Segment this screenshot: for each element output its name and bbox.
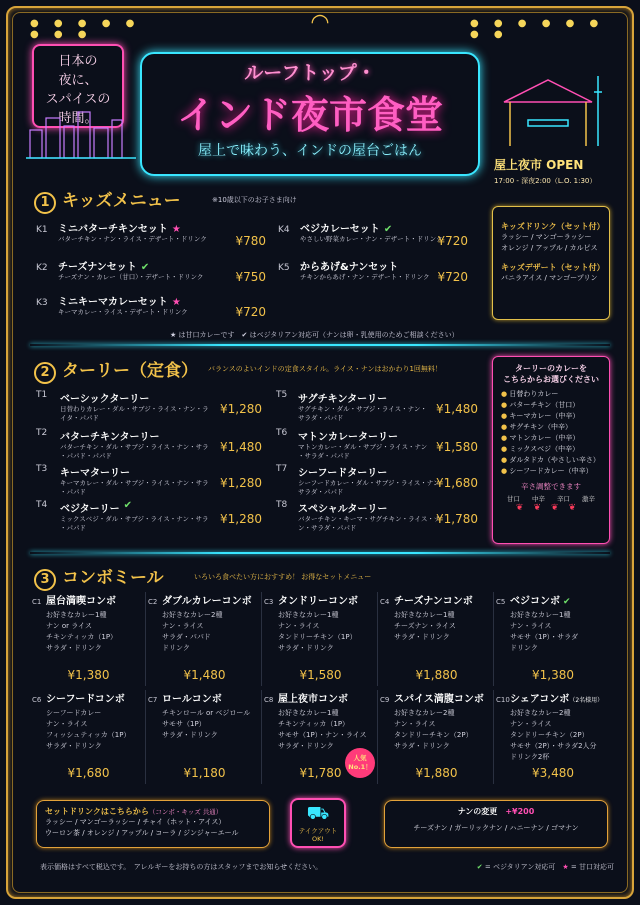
combo-line: チキンロール or ベジロール [162, 709, 251, 717]
combo-line: シーフードカレー [46, 709, 102, 717]
combo-name: タンドリーコンボ [278, 596, 358, 607]
combo-card [264, 592, 378, 686]
combo-line: お好きなカレー1種 [510, 611, 571, 619]
combo-name: 屋上夜市コンボ [278, 694, 348, 705]
curry-option-label: ダルタドカ（やさしい辛さ） [509, 456, 600, 464]
mild-star-icon: ★ [171, 224, 181, 235]
item-desc-2: ・サラダ・パパド [298, 452, 350, 460]
combo-line: ナン or ライス [46, 622, 92, 630]
combo-code: C2 [148, 598, 158, 606]
thali-note: バランスのよいインドの定食スタイル。ライス・ナンはおかわり1回無料！ [208, 365, 442, 373]
combo-price: ¥1,680 [67, 766, 110, 780]
kids-section-title [34, 186, 214, 214]
combo-name: ロールコンボ [162, 694, 222, 705]
combo-name: シーフードコンボ [46, 694, 125, 705]
item-desc: ミックスベジ・ダル・サブジ・ライス・ナン・サラ [60, 515, 209, 523]
vegetarian-leaf-icon: ✔ [140, 262, 150, 273]
item-price: ¥1,480 [220, 440, 262, 454]
thali-item [36, 390, 262, 423]
item-price: ¥780 [235, 234, 266, 248]
combo-contents [162, 708, 261, 741]
combo-header [380, 690, 493, 705]
kids-item [278, 220, 468, 248]
item-name: サグチキンターリー [298, 394, 388, 405]
combo-card [496, 592, 610, 686]
curry-option: ● 日替わりカレー [501, 390, 559, 398]
combo-code: C9 [380, 696, 390, 704]
combo-name: シェアコンボ [510, 694, 570, 705]
combo-card [32, 592, 146, 686]
spice-level: 辛口 [557, 495, 570, 503]
combo-contents [278, 610, 377, 654]
combo-header [148, 690, 261, 705]
item-code: T8 [276, 500, 288, 510]
item-code: T2 [36, 428, 48, 438]
kids-side-box [492, 206, 610, 320]
item-name: スペシャルターリー [298, 504, 388, 515]
combo-name: ベジコンボ [510, 596, 560, 607]
combo-code: C1 [32, 598, 42, 606]
curry-option: ● バターチキン（甘口） [501, 401, 580, 409]
restaurant-title: インド夜市食堂 [176, 93, 443, 137]
curry-choice-box [492, 356, 610, 544]
item-desc: キーマカレー・ライス・デザート・ドリンク [58, 308, 188, 316]
item-price: ¥720 [437, 234, 468, 248]
combo-contents [394, 610, 493, 643]
item-desc-2: サラダ・パパド [298, 414, 344, 422]
combo-header [496, 690, 610, 705]
combo-contents [394, 708, 493, 752]
combo-line: お好きなカレー1種 [394, 611, 455, 619]
kids-note: ※10歳以下のお子さま向け [212, 196, 297, 204]
item-desc-2: ・パパド・パパド [60, 452, 112, 460]
night-market-stall-icon [498, 72, 608, 150]
curry-option-label: バターチキン（甘口） [509, 401, 580, 409]
combo-line: チキンティッカ（1P） [46, 633, 118, 641]
item-code: K4 [278, 225, 290, 235]
legend-mild-text: = 甘口対応可 [570, 863, 614, 871]
naan-change-title: ナンの変更 [457, 807, 498, 816]
set-drink-title-text: セットドリンクはこちらから [45, 807, 149, 816]
combo-contents [162, 610, 261, 654]
combo-price: ¥1,580 [299, 668, 342, 682]
set-drink-line: ラッシー / マンゴーラッシー / チャイ（ホット・アイス） [45, 818, 226, 826]
curry-option-list [501, 389, 601, 477]
combo-line: ナン・ライス [394, 720, 436, 728]
combo-code: C10 [496, 696, 510, 704]
kids-item [36, 258, 266, 282]
item-desc: マトンカレー・ダル・サブジ・ライス・ナン [298, 443, 428, 451]
combo-card [496, 690, 610, 784]
combo-code: C4 [380, 598, 390, 606]
item-code: K1 [36, 225, 48, 235]
item-desc: 日替わりカレー・ダル・サブジ・ライス・ナン・ラ [60, 405, 209, 413]
combo-card [380, 690, 494, 784]
mild-star-icon: ★ [562, 863, 569, 871]
intro-line: 夜に、 [58, 73, 98, 88]
section-number: 1 [34, 192, 56, 214]
curry-choice-title-2: こちらからお選びください [503, 375, 599, 384]
combo-line: タンドリーチキン（1P） [278, 633, 357, 641]
food-truck-icon: ⛟ [306, 803, 330, 824]
curry-option-label: ミックスベジ（中辛） [509, 445, 580, 453]
combo-line: お好きなカレー2種 [394, 709, 455, 717]
combo-line: お好きなカレー2種 [510, 709, 571, 717]
combo-header [32, 592, 145, 607]
spice-title: 辛さ調整できます [521, 482, 581, 491]
thali-item [276, 464, 478, 497]
item-desc: チーズナン・カレー（甘口）・デザート・ドリンク [58, 273, 204, 281]
combo-card [264, 690, 378, 784]
curry-option: ● シーフードカレー（中辛） [501, 467, 593, 475]
item-price: ¥1,280 [220, 402, 262, 416]
spice-level: 甘口 [507, 495, 520, 503]
item-code: T4 [36, 500, 48, 510]
mild-star-icon: ★ [171, 297, 181, 308]
chili-pepper-icons: ❦❦❦❦ [515, 503, 587, 513]
vegetarian-leaf-icon: ✔ [123, 500, 132, 511]
combo-line: サラダ・ドリンク [394, 742, 450, 750]
popular-badge: 人気 No.1！ [345, 748, 375, 778]
combo-name: スパイス満腹コンボ [394, 694, 484, 705]
section-number: 2 [34, 362, 56, 384]
kids-dessert-title: キッズデザート（セット付） [501, 263, 605, 272]
combo-header [380, 592, 493, 607]
combo-price: ¥1,480 [183, 668, 226, 682]
combo-price: ¥1,380 [67, 668, 110, 682]
item-name: からあげ&ナンセット [300, 262, 399, 273]
combo-line: お好きなカレー2種 [162, 611, 223, 619]
combo-price: ¥1,780 [299, 766, 342, 780]
combo-code: C6 [32, 696, 42, 704]
thali-item [276, 428, 478, 461]
set-drink-box [36, 800, 270, 848]
kids-item [36, 293, 266, 317]
kids-item [278, 258, 468, 282]
thali-item [36, 464, 262, 497]
combo-line: サラダ・ドリンク [278, 644, 334, 652]
curry-option-label: キーマカレー（中辛） [509, 412, 580, 420]
combo-line: サモサ（1P） [162, 720, 206, 728]
vegetarian-leaf-icon: ✔ [383, 224, 393, 235]
combo-line: お好きなカレー1種 [278, 709, 339, 717]
combo-header [496, 592, 610, 607]
combo-line: ナン・ライス [278, 622, 320, 630]
art-deco-fan-icon: ◠ [310, 10, 330, 35]
thali-item [276, 390, 478, 423]
spice-level: 中辛 [532, 495, 545, 503]
combo-contents [510, 610, 610, 654]
combo-price: ¥1,380 [532, 668, 574, 682]
combo-price: ¥1,880 [415, 668, 458, 682]
combo-price: ¥1,880 [415, 766, 458, 780]
curry-option-label: シーフードカレー（中辛） [509, 467, 593, 475]
thali-item [36, 428, 262, 461]
item-code: K2 [36, 263, 48, 273]
item-name: チーズナンセット [58, 262, 137, 273]
set-drink-subtitle: （コンボ・キッズ 共通） [148, 808, 223, 816]
set-drink-title [45, 806, 261, 817]
item-price: ¥720 [437, 270, 468, 284]
combo-line: チーズナン・ライス [394, 622, 456, 630]
item-desc: バターチキン・ナン・ライス・デザート・ドリンク [58, 235, 207, 243]
item-desc-2: サラダ・パパド [298, 488, 344, 496]
combo-contents [278, 708, 377, 752]
item-desc: バターチキン・ダル・サブジ・ライス・ナン・サラ [60, 443, 209, 451]
section-divider [30, 552, 610, 554]
combo-header [148, 592, 261, 607]
legend-veg-text: = ベジタリアン対応可 [484, 863, 556, 871]
kids-drink-list: ラッシー / マンゴーラッシー [501, 233, 592, 241]
combo-line: お好きなカレー1種 [46, 611, 107, 619]
takeout-truck-badge [290, 798, 346, 848]
thali-section-title [34, 356, 214, 384]
combo-line: サラダ・ドリンク [394, 633, 450, 641]
item-desc: キーマカレー・ダル・サブジ・ライス・ナン・サラ [60, 479, 209, 487]
combo-line: ドリンク2杯 [510, 753, 550, 761]
item-desc-2: ・パパド [60, 524, 86, 532]
combo-line: サモサ（1P）・サラダ [510, 633, 579, 641]
item-name: マトンカレーターリー [298, 432, 398, 443]
curry-choice-title: ターリーのカレーを [515, 364, 587, 373]
combo-line: お好きなカレー1種 [278, 611, 339, 619]
combo-card [148, 690, 262, 784]
intro-line: 日本の [58, 54, 98, 69]
item-code: T7 [276, 464, 288, 474]
kids-drink-list-2: オレンジ / アップル / カルピス [501, 244, 598, 252]
item-price: ¥750 [235, 270, 266, 284]
kids-drink-title: キッズドリンク（セット付） [501, 222, 605, 231]
combo-line: ナン・ライス [510, 720, 552, 728]
combo-header [264, 592, 377, 607]
opening-hours: 17:00 - 深夜2:00（L.O. 1:30） [494, 177, 597, 185]
combo-contents [46, 708, 145, 752]
item-name: キーマターリー [60, 468, 130, 479]
curry-option: ● マトンカレー（中辛） [501, 434, 580, 442]
combo-line: チキンティッカ（1P） [278, 720, 350, 728]
vegetarian-leaf-icon: ✔ [563, 597, 571, 607]
combo-line: サラダ・ドリンク [278, 742, 334, 750]
curry-option: ● ダルタドカ（やさしい辛さ） [501, 456, 600, 464]
item-desc: シーフードカレー・ダル・サブジ・ライス・ナン [298, 479, 440, 487]
combo-section-title [34, 563, 194, 591]
combo-note: いろいろ食べたい方におすすめ！ お得なセットメニュー [194, 573, 372, 581]
item-desc: やさしい野菜カレー・ナン・デザート・ドリンク [300, 235, 443, 243]
intro-line: スパイスの [45, 92, 111, 107]
footer-legend [418, 862, 614, 872]
curry-option-label: 日替わりカレー [509, 390, 559, 398]
combo-line: ナン・ライス [510, 622, 552, 630]
item-code: T1 [36, 390, 48, 400]
item-desc-2: ・パパド [60, 488, 86, 496]
vegetarian-leaf-icon: ✔ [476, 863, 483, 871]
naan-change-price: +¥200 [505, 807, 535, 816]
section-number: 3 [34, 569, 56, 591]
combo-name: 屋台満喫コンボ [46, 596, 116, 607]
combo-card [32, 690, 146, 784]
item-desc: バターチキン・キーマ・サグチキン・ライス・ナ [298, 515, 441, 523]
combo-code: C5 [496, 598, 506, 606]
item-price: ¥720 [235, 305, 266, 319]
item-name: ミニキーマカレーセット [58, 297, 168, 308]
combo-line: ナン・ライス [162, 622, 204, 630]
combo-code: C3 [264, 598, 274, 606]
section-divider [30, 344, 610, 346]
kids-dessert-list: バニラアイス / マンゴープリン [501, 274, 598, 282]
combo-title-text: コンボミール [62, 568, 164, 588]
item-desc-2: ン・サラダ・パパド [298, 524, 357, 532]
combo-line: サラダ・ドリンク [46, 644, 102, 652]
curry-option-label: サグチキン（中辛） [509, 423, 572, 431]
tagline: 屋上で味わう、インドの屋台ごはん [198, 143, 422, 159]
combo-line: ナン・ライス [46, 720, 88, 728]
naan-change-header [393, 806, 599, 817]
combo-line: サラダ・ドリンク [46, 742, 102, 750]
item-name: バターチキンターリー [60, 432, 160, 443]
combo-code: C7 [148, 696, 158, 704]
combo-header [32, 690, 145, 705]
item-name: ベジカレーセット [300, 224, 380, 235]
kids-title-text: キッズメニュー [62, 191, 181, 211]
item-name: ベジターリー [60, 504, 120, 515]
item-price: ¥1,580 [436, 440, 478, 454]
city-skyline-icon [26, 100, 136, 160]
combo-contents [510, 708, 610, 763]
kids-legend: ★ は甘口カレーです ✔ はベジタリアン対応可（ナンは卵・乳使用のためご相談ください） [170, 331, 459, 339]
item-price: ¥1,680 [436, 476, 478, 490]
combo-price: ¥3,480 [532, 766, 574, 780]
combo-line: サモサ（2P）・サラダ2人分 [510, 742, 597, 750]
curry-option-label: マトンカレー（中辛） [509, 434, 580, 442]
naan-options: チーズナン / ガーリックナン / ハニーナン / ゴマナン [413, 824, 579, 832]
takeout-label: テイクアウト OK! [298, 827, 338, 843]
curry-option: ● キーマカレー（中辛） [501, 412, 580, 420]
curry-option: ● サグチキン（中辛） [501, 423, 572, 431]
item-code: T5 [276, 390, 288, 400]
string-lights-right: ● ● ● ● ● ● ● ● [470, 18, 605, 40]
combo-line: サラダ・パパド [162, 633, 211, 641]
open-label [494, 156, 614, 173]
item-desc: チキンからあげ・ナン・デザート・ドリンク [300, 273, 430, 281]
item-price: ¥1,780 [436, 512, 478, 526]
string-lights-left: ● ● ● ● ● ● ● ● [30, 18, 141, 40]
spice-levels [501, 494, 601, 503]
combo-code: C8 [264, 696, 274, 704]
item-price: ¥1,280 [220, 512, 262, 526]
item-name: ミニバターチキンセット [58, 224, 168, 235]
item-price: ¥1,280 [220, 476, 262, 490]
combo-contents [46, 610, 145, 654]
item-desc-2: イタ・パパド [60, 414, 99, 422]
combo-header [264, 690, 377, 705]
item-code: T6 [276, 428, 288, 438]
combo-line: ドリンク [162, 644, 190, 652]
combo-name: ダブルカレーコンボ [162, 596, 252, 607]
combo-card [380, 592, 494, 686]
item-name: ベーシックターリー [60, 394, 150, 405]
item-code: K5 [278, 263, 290, 273]
intro-line: 時間。 [58, 111, 98, 126]
item-desc: サグチキン・ダル・サブジ・ライス・ナン・ [298, 405, 427, 413]
spice-level: 激辛 [582, 495, 595, 503]
thali-item [276, 500, 478, 533]
item-price: ¥1,480 [436, 402, 478, 416]
item-code: K3 [36, 298, 48, 308]
footnote: 表示価格はすべて税込です。 アレルギーをお持ちの方はスタッフまでお知らせください。 [40, 863, 323, 871]
naan-change-box [384, 800, 608, 848]
item-code: T3 [36, 464, 48, 474]
item-name: シーフードターリー [298, 468, 388, 479]
thali-title-text: ターリー（定食） [62, 361, 198, 381]
combo-price: ¥1,180 [183, 766, 226, 780]
combo-line: サラダ・ドリンク [162, 731, 218, 739]
thali-item [36, 500, 262, 533]
combo-line: ドリンク [510, 644, 538, 652]
set-drink-line: ウーロン茶 / オレンジ / アップル / コーラ / ジンジャーエール [45, 829, 239, 837]
combo-line: サモサ（1P）・ナン・ライス [278, 731, 367, 739]
combo-tag: （2名様用） [569, 697, 604, 704]
open-label-text: 屋上夜市 OPEN [494, 158, 584, 172]
title-prefix: ルーフトップ・ [244, 62, 376, 84]
combo-line: フィッシュティッカ（1P） [46, 731, 131, 739]
curry-option: ● ミックスベジ（中辛） [501, 445, 580, 453]
combo-line: タンドリーチキン（2P） [394, 731, 473, 739]
kids-item [36, 220, 266, 248]
combo-line: タンドリーチキン（2P） [510, 731, 589, 739]
combo-card [148, 592, 262, 686]
combo-name: チーズナンコンボ [394, 596, 473, 607]
